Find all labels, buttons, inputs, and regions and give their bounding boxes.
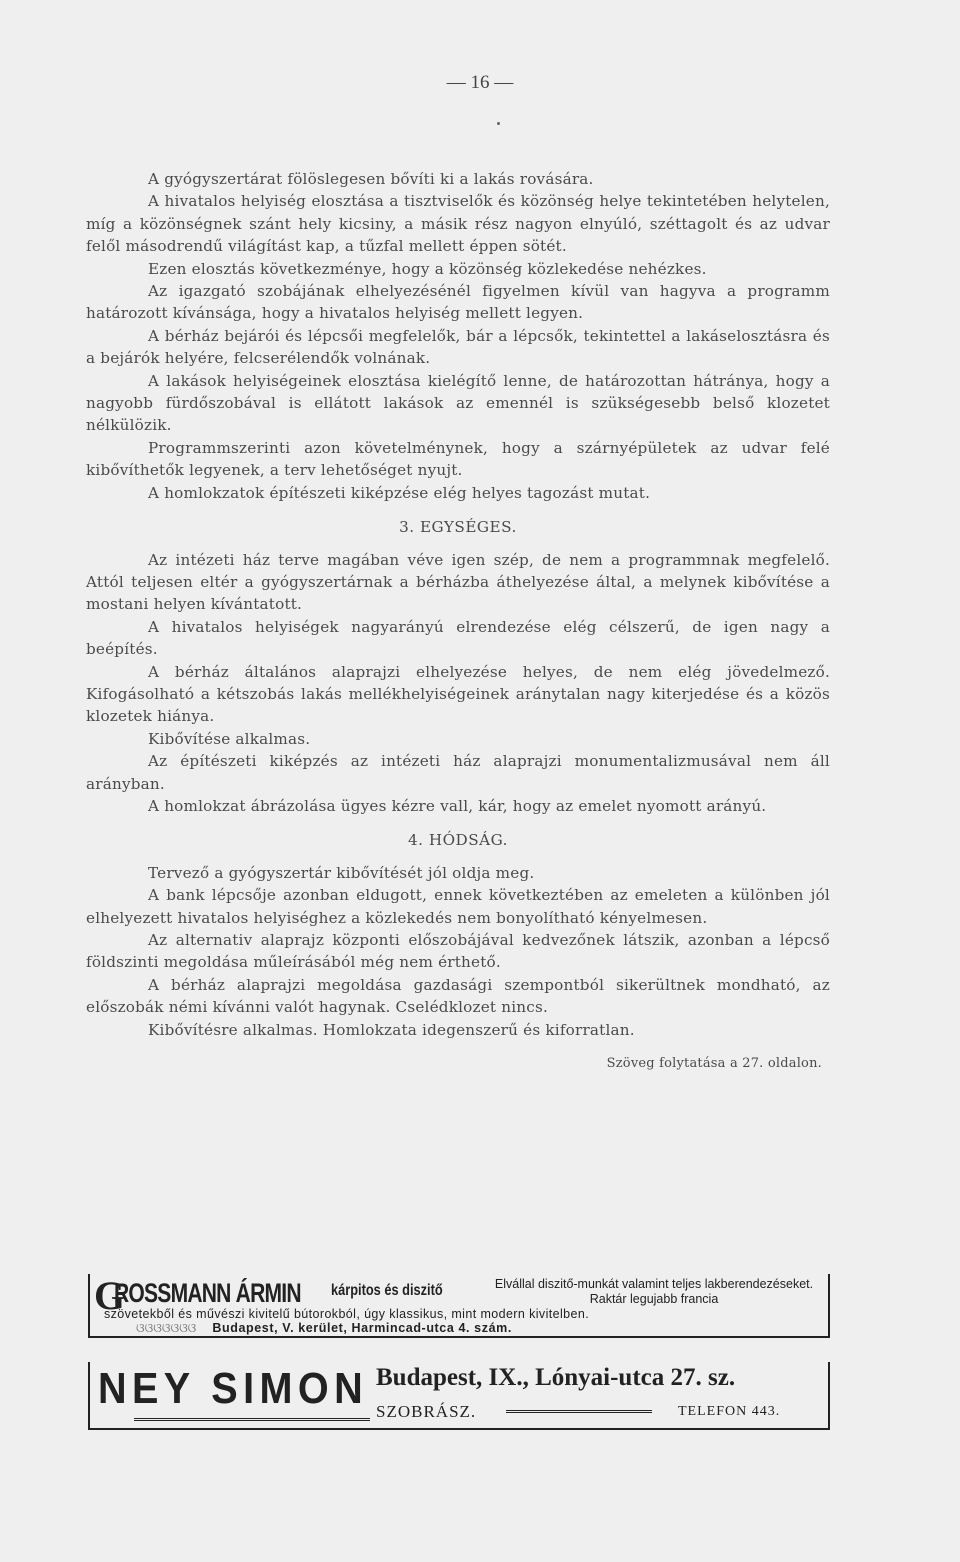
ad-city-address: Budapest, IX., Lónyai-utca 27. sz. <box>376 1364 736 1391</box>
paragraph: Programmszerinti azon követelménynek, hogy a szárnyépületek az udvar felé kibővíthetők legyenek, a terv lehetőséget nyujt. <box>86 438 830 480</box>
continuation-note: Szöveg folytatása a 27. oldalon. <box>606 1056 822 1072</box>
document-body <box>86 168 830 1075</box>
ad-phone: TELEFON 443. <box>678 1404 781 1419</box>
paragraph: A bérház általános alaprajzi elhelyezése helyes, de nem elég jövedelmező. Kifogásolható a kétszobás lakás mellékhelyiségeinek aránytalan nagy kiterjedése és a közös klozetek hiánya. <box>86 662 830 726</box>
ad-initial: G <box>94 1273 126 1318</box>
paragraph: Az igazgató szobájának elhelyezésénél figyelmen kívül van hagyva a programm határozott kívánsága, hogy a hivatalos helyiség mellett legyen. <box>86 282 830 323</box>
advertisement-grossmann <box>88 1274 830 1338</box>
paragraph: A gyógyszertárat fölöslegesen bővíti ki a lakás rovására. <box>148 170 594 188</box>
ad-offer-text: Elvállal diszitő-munkát valamint teljes lakberendezéseket. Raktár legujabb francia <box>494 1277 814 1306</box>
paragraph: A bérház bejárói és lépcsői megfelelők, bár a lépcsők, tekintettel a lakáselosztásra és a bejárók helyére, felcserélendők volnának. <box>86 326 830 368</box>
decorative-rule <box>506 1410 652 1413</box>
print-speck <box>497 122 500 125</box>
ad-logo: NEY SIMON <box>98 1364 369 1413</box>
paragraph: A hivatalos helyiség elosztása a tisztviselők és közönség helye tekintetében helytelen, míg a közönségnek szánt hely kicsiny, a másik rész nagyon elnyúló, széttagolt és az udvar felől másodrendű világítást kap, a tűzfal mellett éppen sötét. <box>86 192 830 256</box>
paragraph: Kibővítésre alkalmas. Homlokzata idegenszerű és kiforratlan. <box>148 1020 635 1039</box>
ad-offer-continued: szövetekből és művészi kivitelű bútorokból, úgy klassikus, mint modern kivitelben. <box>104 1307 590 1321</box>
paragraph: A homlokzatok építészeti kiképzése elég helyes tagozást mutat. <box>148 483 651 502</box>
paragraph: Az intézeti ház terve magában véve igen szép, de nem a programmnak megfelelő. Attól teljesen eltér a gyógyszertárnak a bérházba áthelyezése által, a melynek kibővítése a mostani helyen kívántatott. <box>86 550 830 614</box>
ad-address: Budapest, V. kerület, Harmincad-utca 4. szám. <box>212 1321 512 1335</box>
paragraph: A homlokzat ábrázolása ügyes kézre vall, kár, hogy az emelet nyomott arányú. <box>148 796 767 815</box>
paragraph: Az építészeti kiképzés az intézeti ház alaprajzi monumentalizmusával nem áll arányban. <box>86 752 830 793</box>
paragraph: A bérház alaprajzi megoldása gazdasági szempontból sikerültnek mondható, az előszobák némi kívánni valót hagynak. Cselédklozet nincs. <box>86 975 830 1017</box>
section-heading-3: 3. EGYSÉGES. <box>399 518 517 537</box>
ad-trade: SZOBRÁSZ. <box>376 1402 477 1421</box>
ad-address-line <box>136 1321 826 1336</box>
paragraph: Kibővítése alkalmas. <box>148 729 311 748</box>
ornament-border: ଓଓଓଓଓଓଓ <box>136 1321 197 1335</box>
paragraph: A hivatalos helyiségek nagyarányú elrendezése elég célszerű, de igen nagy a beépítés. <box>86 617 830 659</box>
section-heading-4: 4. HÓDSÁG. <box>408 831 508 850</box>
ad-profession: kárpitos és diszitő <box>331 1282 443 1299</box>
paragraph: Az alternativ alaprajz központi előszobájával kedvezőnek látszik, azonban a lépcső földszinti megoldása műleírásából még nem érthető. <box>86 931 830 972</box>
decorative-rule <box>134 1418 370 1421</box>
paragraph: Ezen elosztás következménye, hogy a közönség közlekedése nehézkes. <box>148 259 707 278</box>
paragraph: A bank lépcsője azonban eldugott, ennek következtében az emeleten a különben jól elhelyezett hivatalos helyiséghez a közlekedés nem bonyolítható kényelmesen. <box>86 886 830 927</box>
ad-brand-name: ROSSMANN ÁRMIN <box>114 1278 301 1308</box>
page-number: — 16 — <box>446 72 514 93</box>
paragraph: Tervező a gyógyszertár kibővítését jól oldja meg. <box>148 863 535 882</box>
advertisement-ney-simon <box>88 1362 830 1430</box>
paragraph: A lakások helyiségeinek elosztása kielégítő lenne, de határozottan hátránya, hogy a nagyobb fürdőszobával is ellátott lakások az emennél is szükségesebb belső klozetet nélkülözik. <box>86 371 830 435</box>
